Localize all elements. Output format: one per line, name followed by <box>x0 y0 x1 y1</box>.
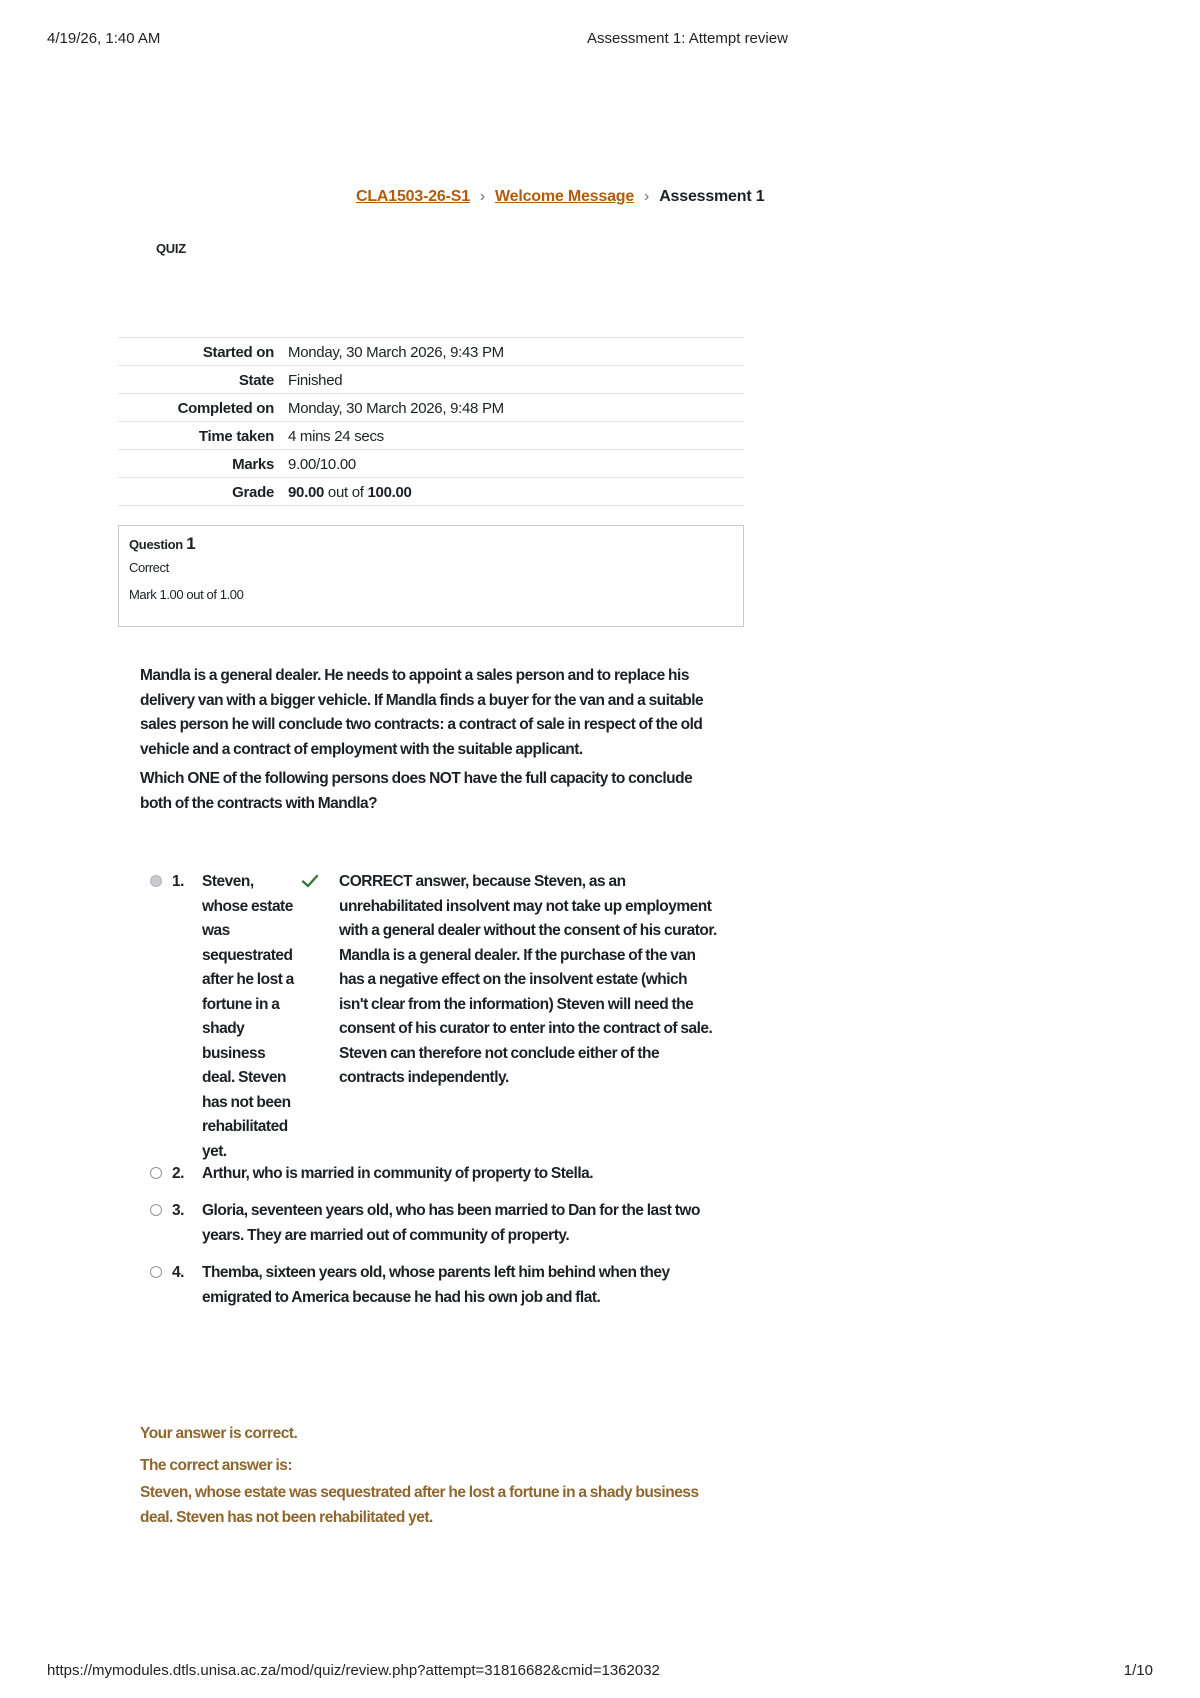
answer-feedback <box>339 870 719 1091</box>
answer-text: Gloria, seventeen years old, who has been married to Dan for the last two years. They are married out of community of property. <box>202 1202 700 1244</box>
summary-label: Completed on <box>177 399 274 417</box>
prompt-part: of the following persons does <box>219 770 430 787</box>
answer-radio[interactable] <box>150 1167 162 1179</box>
summary-label: Grade <box>232 483 274 501</box>
print-page-number: 1/10 <box>1123 1662 1153 1679</box>
question-outcome <box>140 1422 720 1530</box>
answer-text: Arthur, who is married in community of property to Stella. <box>202 1165 594 1182</box>
answer-number: 4. <box>172 1264 184 1281</box>
grade-score: 90.00 <box>288 483 325 501</box>
question-info-box <box>118 525 744 627</box>
breadcrumb-current: Assessment 1 <box>659 188 765 205</box>
right-answer-label: The correct answer is: <box>140 1456 293 1474</box>
print-title: Assessment 1: Attempt review <box>587 30 788 47</box>
summary-value: 4 mins 24 secs <box>288 427 384 445</box>
summary-row-started <box>118 338 744 366</box>
summary-row-state <box>118 366 744 394</box>
attempt-summary-table <box>118 337 744 506</box>
summary-value: Monday, 30 March 2026, 9:43 PM <box>288 343 504 361</box>
answer-text: Themba, sixteen years old, whose parents left him behind when they emigrated to America because he had his own job and flat. <box>202 1264 670 1306</box>
summary-label: State <box>238 371 274 389</box>
question-mark: Mark 1.00 out of 1.00 <box>129 587 244 602</box>
chevron-right-icon: › <box>479 188 486 205</box>
feedback-text: answer, because Steven, as an unrehabilitated insolvent may not take up employment with a general dealer without the consent of his curator. Mandla is a general dealer. If the purchase of the van has a negative effect on the insolvent estate (which isn't clear from the information) Steven will need the consent of his curator to enter into the contract of sale. Steven can therefore not conclude either of the contracts independently. <box>339 873 717 1086</box>
summary-value <box>286 478 744 506</box>
activity-type-label: QUIZ <box>156 241 186 256</box>
answer-option-1 <box>150 870 720 1160</box>
breadcrumb <box>356 188 764 206</box>
outcome-feedback: Your answer is correct. <box>140 1425 298 1442</box>
question-prompt <box>140 767 720 816</box>
summary-row-grade <box>118 478 744 506</box>
answer-option-3 <box>150 1199 720 1249</box>
answer-number: 3. <box>172 1202 184 1219</box>
print-datetime: 4/19/26, 1:40 AM <box>47 30 161 47</box>
summary-value: Finished <box>288 371 343 389</box>
summary-row-marks <box>118 450 744 478</box>
summary-label: Started on <box>202 343 274 361</box>
question-text <box>140 664 720 821</box>
summary-value: Monday, 30 March 2026, 9:48 PM <box>288 399 504 417</box>
answer-number: 1. <box>172 873 184 890</box>
prompt-part: have the full capacity to conclude both of the contracts with Mandla? <box>140 770 693 812</box>
prompt-part: Which <box>140 770 188 787</box>
chevron-right-icon: › <box>644 188 650 205</box>
summary-label: Marks <box>232 455 274 473</box>
prompt-emphasis: NOT <box>429 770 461 787</box>
check-icon <box>301 872 319 890</box>
breadcrumb-section-link[interactable]: Welcome Message <box>495 188 635 205</box>
grade-max: 100.00 <box>367 483 412 501</box>
answer-number: 2. <box>172 1165 184 1182</box>
question-number <box>129 534 733 560</box>
right-answer-text: Steven, whose estate was sequestrated after he lost a fortune in a shady business deal. Steven has not been rehabilitated yet. <box>140 1484 699 1526</box>
summary-row-time <box>118 422 744 450</box>
question-number-value: 1 <box>186 534 196 553</box>
answer-option-2 <box>150 1162 720 1188</box>
print-url: https://mymodules.dtls.unisa.ac.za/mod/quiz/review.php?attempt=31816682&cmid=1362032 <box>47 1662 660 1679</box>
answer-radio[interactable] <box>150 1204 162 1216</box>
summary-label: Time taken <box>198 427 274 445</box>
answer-option-4 <box>150 1261 720 1311</box>
question-state: Correct <box>129 560 169 575</box>
summary-value: 9.00/10.00 <box>288 455 356 473</box>
question-scenario: Mandla is a general dealer. He needs to appoint a sales person and to replace his delivery van with a bigger vehicle. If Mandla finds a buyer for the van and a suitable sales person he will conclude two contracts: a contract of sale in respect of the old vehicle and a contract of employment with the suitable applicant. <box>140 667 704 758</box>
answer-radio[interactable] <box>150 1266 162 1278</box>
prompt-emphasis: ONE <box>187 770 220 787</box>
answer-text: Steven, whose estate was sequestrated after he lost a fortune in a shady business deal. Steven has not been rehabilitated yet. <box>202 873 294 1160</box>
breadcrumb-course-link[interactable]: CLA1503-26-S1 <box>356 188 470 205</box>
question-label: Question <box>129 537 187 552</box>
print-header <box>47 30 1153 52</box>
answer-radio[interactable] <box>150 875 162 887</box>
feedback-strong: CORRECT <box>339 873 413 890</box>
grade-separator: out of <box>324 483 368 501</box>
summary-row-completed <box>118 394 744 422</box>
